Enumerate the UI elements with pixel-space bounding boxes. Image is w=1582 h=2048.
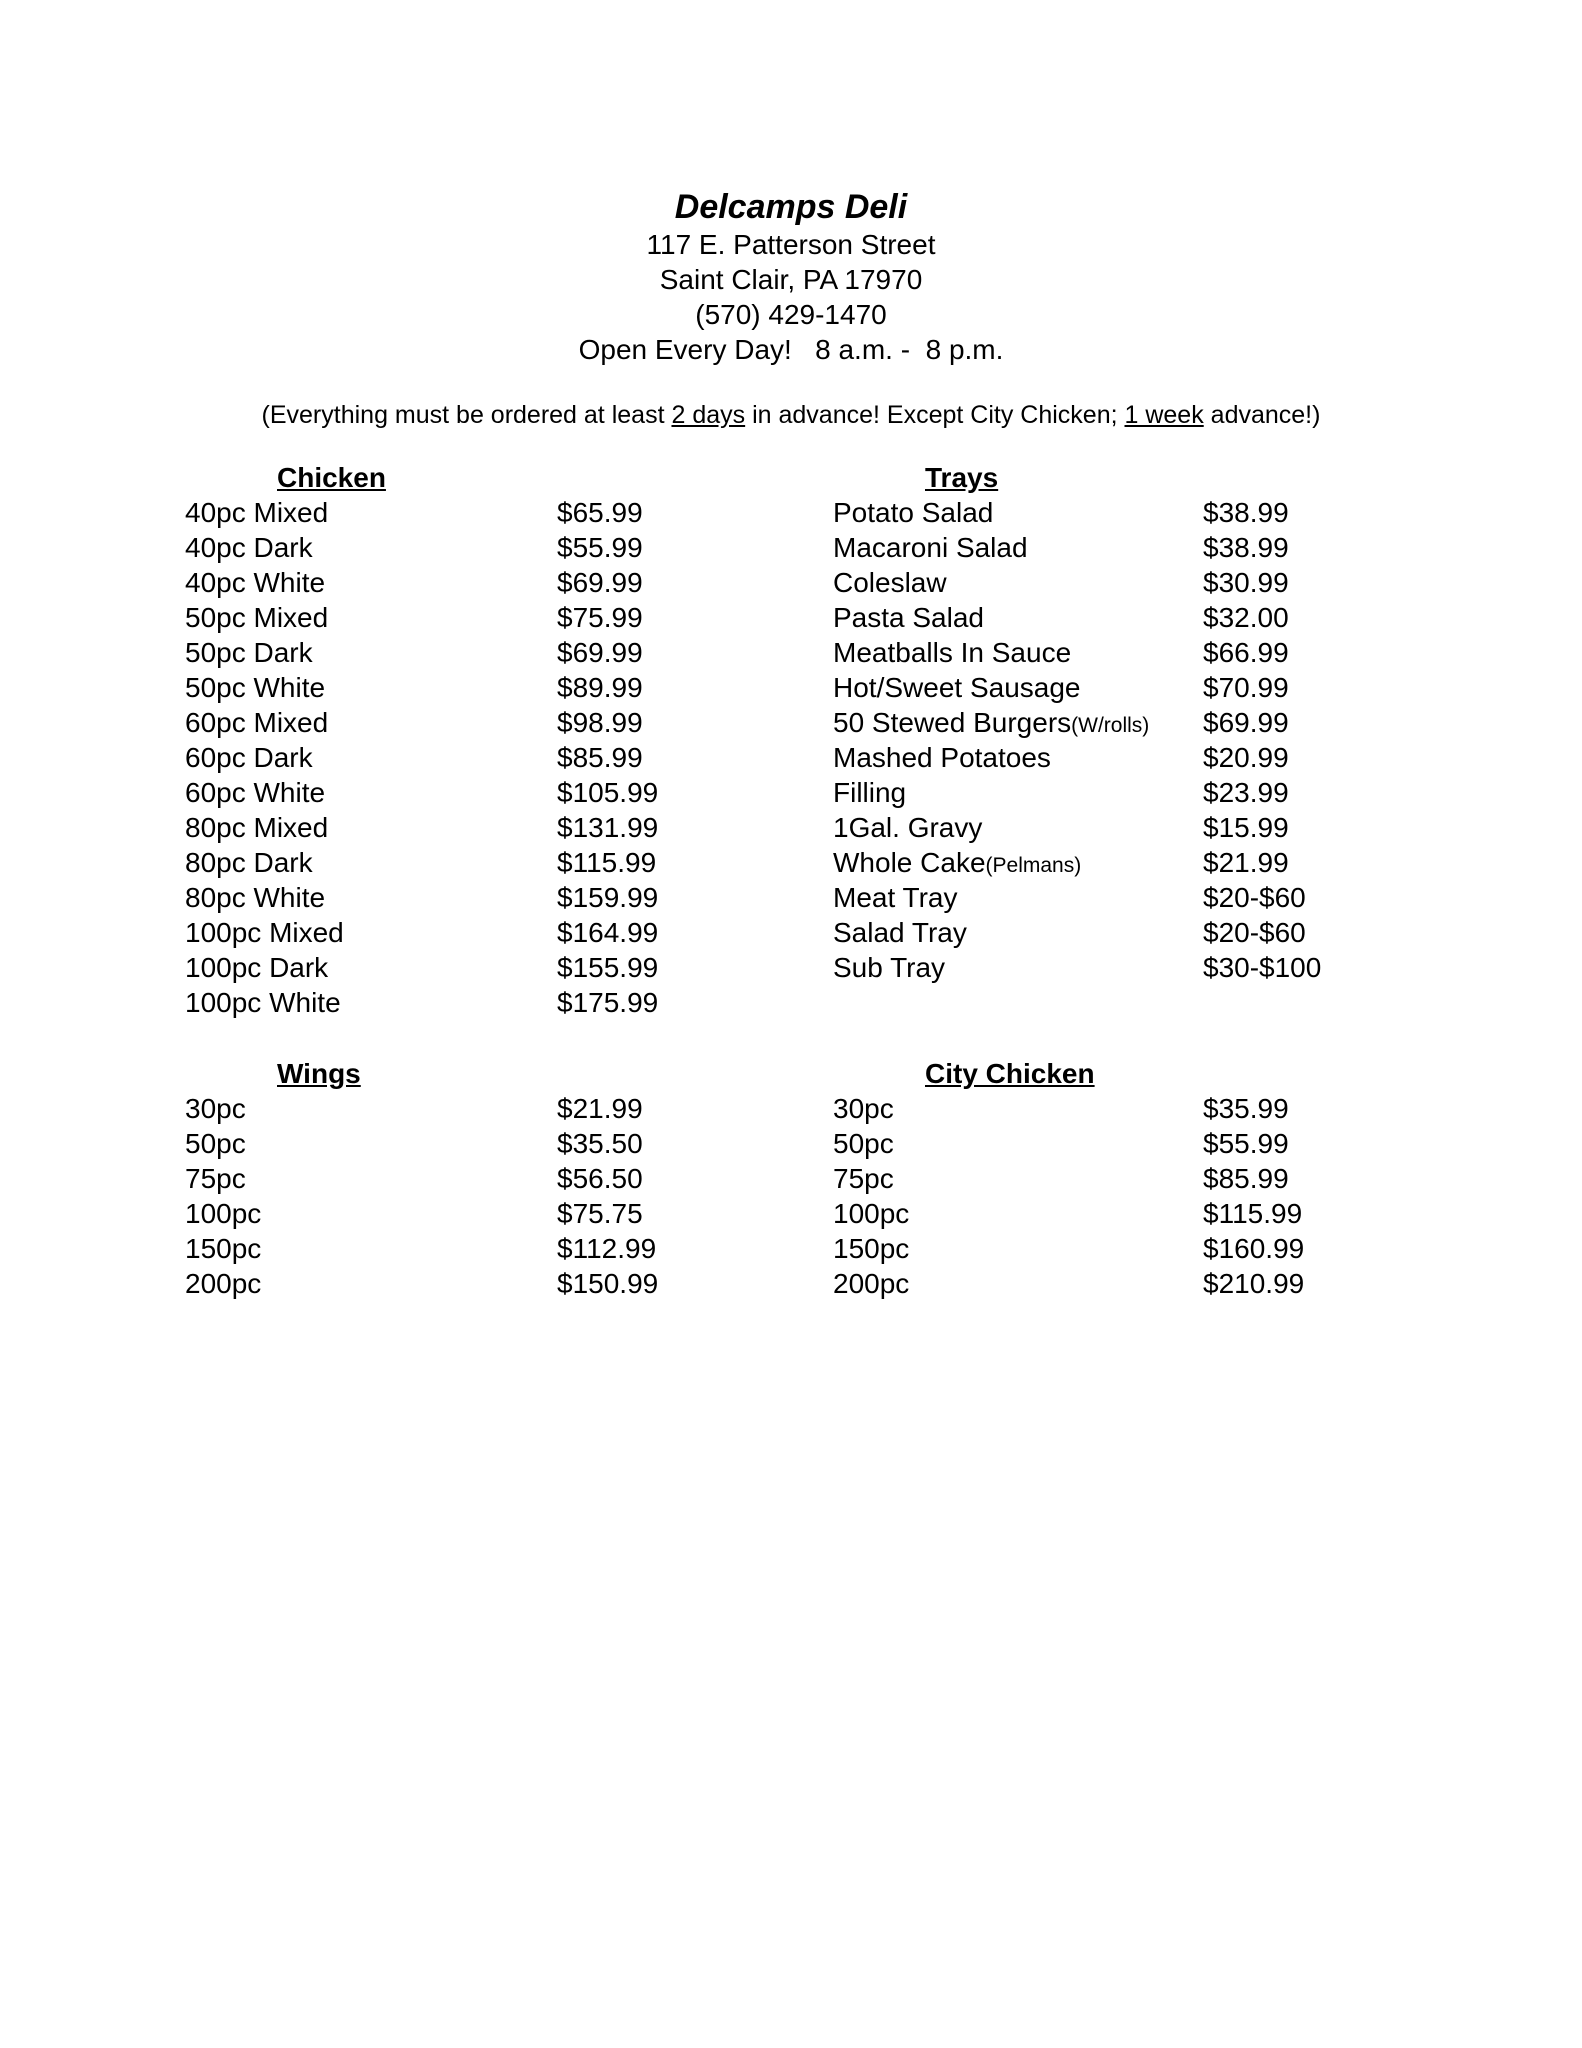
menu-item-label: 75pc <box>185 1163 246 1194</box>
menu-item-price: $23.99 <box>1203 777 1289 808</box>
menu-item-label: 80pc Dark <box>185 847 313 878</box>
menu-item-label: 100pc Mixed <box>185 917 344 948</box>
menu-item-price: $70.99 <box>1203 672 1289 703</box>
menu-item-label: Filling <box>833 777 907 808</box>
menu-item-name <box>833 600 984 635</box>
phone-number: (570) 429-1470 <box>695 299 887 330</box>
menu-item-name <box>185 985 341 1020</box>
menu-item-name <box>185 705 328 740</box>
menu-item-price: $115.99 <box>557 847 657 878</box>
notice-text-2: in advance! Except City Chicken; <box>745 401 1125 429</box>
menu-item-label: 60pc Mixed <box>185 707 329 738</box>
menu-item-price: $85.99 <box>1203 1163 1289 1194</box>
menu-item-name <box>185 915 344 950</box>
section-title-trays: Trays <box>925 462 999 493</box>
menu-item-label: 100pc White <box>185 987 341 1018</box>
menu-item-price: $159.99 <box>557 882 659 913</box>
menu-item-price: $20-$60 <box>1203 917 1306 948</box>
menu-item-price: $20-$60 <box>1203 882 1306 913</box>
menu-item-name <box>185 880 325 915</box>
menu-item-label: 50pc White <box>185 672 326 703</box>
menu-item-price: $69.99 <box>557 567 643 598</box>
menu-item-price: $21.99 <box>1203 847 1289 878</box>
menu-item-price: $98.99 <box>557 707 643 738</box>
menu-item-name <box>185 1161 246 1196</box>
menu-item-price: $38.99 <box>1203 532 1289 563</box>
menu-item-price: $160.99 <box>1203 1233 1305 1264</box>
section-title-chicken: Chicken <box>277 462 386 493</box>
menu-item-price: $164.99 <box>557 917 659 948</box>
menu-item-price: $115.99 <box>1203 1198 1303 1229</box>
notice-text-1: (Everything must be ordered at least <box>261 401 672 429</box>
advance-order-notice <box>0 398 1582 433</box>
menu-item-label: 50 Stewed Burgers <box>833 707 1072 738</box>
notice-emphasis-2-days: 2 days <box>671 401 746 429</box>
menu-item-name <box>185 775 325 810</box>
menu-item-price: $35.99 <box>1203 1093 1289 1124</box>
menu-item-label: 1Gal. Gravy <box>833 812 983 843</box>
menu-item-label: Sub Tray <box>833 952 946 983</box>
menu-item-label: 50pc Dark <box>185 637 313 668</box>
menu-item-price: $30-$100 <box>1203 952 1322 983</box>
menu-item-label: Potato Salad <box>833 497 994 528</box>
menu-item-name <box>833 705 1149 743</box>
menu-item-label: 100pc <box>185 1198 262 1229</box>
menu-item-name <box>185 530 313 565</box>
menu-item-name <box>833 670 1081 705</box>
menu-item-label: 30pc <box>833 1093 894 1124</box>
menu-item-name <box>833 1126 894 1161</box>
menu-item-name <box>833 1266 909 1301</box>
menu-item-name <box>833 880 957 915</box>
menu-item-price: $105.99 <box>557 777 659 808</box>
notice-text-3: advance!) <box>1203 401 1321 429</box>
menu-item-label: 200pc <box>833 1268 910 1299</box>
menu-item-price: $35.50 <box>557 1128 643 1159</box>
menu-item-label: 30pc <box>185 1093 246 1124</box>
menu-item-price: $75.75 <box>557 1198 643 1229</box>
menu-item-price: $69.99 <box>557 637 643 668</box>
menu-item-price: $21.99 <box>557 1093 643 1124</box>
menu-item-price: $56.50 <box>557 1163 643 1194</box>
menu-item-note: (W/rolls) <box>1071 714 1150 737</box>
menu-item-name <box>185 1266 261 1301</box>
menu-item-price: $15.99 <box>1203 812 1289 843</box>
menu-item-label: Coleslaw <box>833 567 947 598</box>
menu-item-price: $30.99 <box>1203 567 1289 598</box>
menu-item-label: Pasta Salad <box>833 602 984 633</box>
menu-item-price: $38.99 <box>1203 497 1289 528</box>
menu-item-label: 150pc <box>833 1233 910 1264</box>
menu-item-label: 100pc Dark <box>185 952 329 983</box>
menu-item-label: 100pc <box>833 1198 910 1229</box>
section-title-city-chicken: City Chicken <box>925 1058 1095 1089</box>
menu-item-label: 50pc <box>185 1128 246 1159</box>
menu-item-price: $155.99 <box>557 952 659 983</box>
menu-item-name <box>833 740 1051 775</box>
menu-item-price: $150.99 <box>557 1268 659 1299</box>
menu-item-label: 200pc <box>185 1268 262 1299</box>
menu-item-price: $55.99 <box>1203 1128 1289 1159</box>
notice-emphasis-1-week: 1 week <box>1124 401 1204 429</box>
section-title-wings: Wings <box>277 1058 361 1089</box>
menu-item-price: $20.99 <box>1203 742 1289 773</box>
menu-item-price: $65.99 <box>557 497 643 528</box>
menu-item-label: Macaroni Salad <box>833 532 1028 563</box>
menu-item-name <box>185 600 328 635</box>
menu-item-name <box>833 1091 894 1126</box>
menu-item-label: 80pc White <box>185 882 326 913</box>
menu-item-name <box>833 1196 909 1231</box>
menu-item-price: $55.99 <box>557 532 643 563</box>
menu-item-name <box>185 1231 261 1266</box>
menu-item-price: $75.99 <box>557 602 643 633</box>
menu-item-name <box>833 530 1028 565</box>
menu-item-name <box>185 1126 246 1161</box>
menu-item-price: $89.99 <box>557 672 643 703</box>
menu-item-name <box>833 950 945 985</box>
street-address: 117 E. Patterson Street <box>646 229 936 260</box>
menu-item-label: 50pc <box>833 1128 894 1159</box>
city-state-zip: Saint Clair, PA 17970 <box>659 264 923 295</box>
menu-item-label: 40pc Dark <box>185 532 313 563</box>
menu-item-label: 80pc Mixed <box>185 812 329 843</box>
menu-item-name <box>185 810 328 845</box>
menu-item-name <box>185 950 328 985</box>
menu-item-name <box>833 845 1081 883</box>
menu-item-name <box>185 635 313 670</box>
menu-item-price: $69.99 <box>1203 707 1289 738</box>
menu-item-price: $112.99 <box>557 1233 657 1264</box>
menu-item-label: 50pc Mixed <box>185 602 329 633</box>
menu-item-label: Mashed Potatoes <box>833 742 1051 773</box>
menu-item-name <box>833 775 906 810</box>
menu-item-label: Meatballs In Sauce <box>833 637 1072 668</box>
menu-item-name <box>833 495 993 530</box>
deli-name-title: Delcamps Deli <box>674 188 908 226</box>
menu-item-price: $175.99 <box>557 987 659 1018</box>
menu-item-name <box>185 1196 261 1231</box>
menu-item-price: $210.99 <box>1203 1268 1305 1299</box>
menu-item-name <box>185 1091 246 1126</box>
menu-item-label: 150pc <box>185 1233 262 1264</box>
menu-item-name <box>185 845 313 880</box>
menu-item-name <box>833 1231 909 1266</box>
menu-item-name <box>833 915 967 950</box>
menu-item-label: 75pc <box>833 1163 894 1194</box>
menu-item-price: $131.99 <box>557 812 659 843</box>
menu-item-label: 40pc Mixed <box>185 497 329 528</box>
menu-item-name <box>833 635 1071 670</box>
menu-item-price: $32.00 <box>1203 602 1289 633</box>
menu-item-label: Hot/Sweet Sausage <box>833 672 1081 703</box>
menu-item-name <box>833 565 947 600</box>
menu-item-label: Salad Tray <box>833 917 967 948</box>
menu-item-label: Whole Cake <box>833 847 986 878</box>
menu-item-name <box>185 495 328 530</box>
menu-item-name <box>833 810 982 845</box>
menu-item-label: 40pc White <box>185 567 326 598</box>
menu-item-name <box>833 1161 894 1196</box>
menu-item-name <box>185 740 313 775</box>
menu-item-label: 60pc White <box>185 777 326 808</box>
menu-item-price: $66.99 <box>1203 637 1289 668</box>
menu-item-name <box>185 670 325 705</box>
menu-item-note: (Pelmans) <box>985 854 1082 877</box>
opening-hours: Open Every Day! 8 a.m. - 8 p.m. <box>578 334 1004 365</box>
menu-item-label: 60pc Dark <box>185 742 313 773</box>
menu-item-name <box>185 565 325 600</box>
menu-item-label: Meat Tray <box>833 882 958 913</box>
menu-item-price: $85.99 <box>557 742 643 773</box>
